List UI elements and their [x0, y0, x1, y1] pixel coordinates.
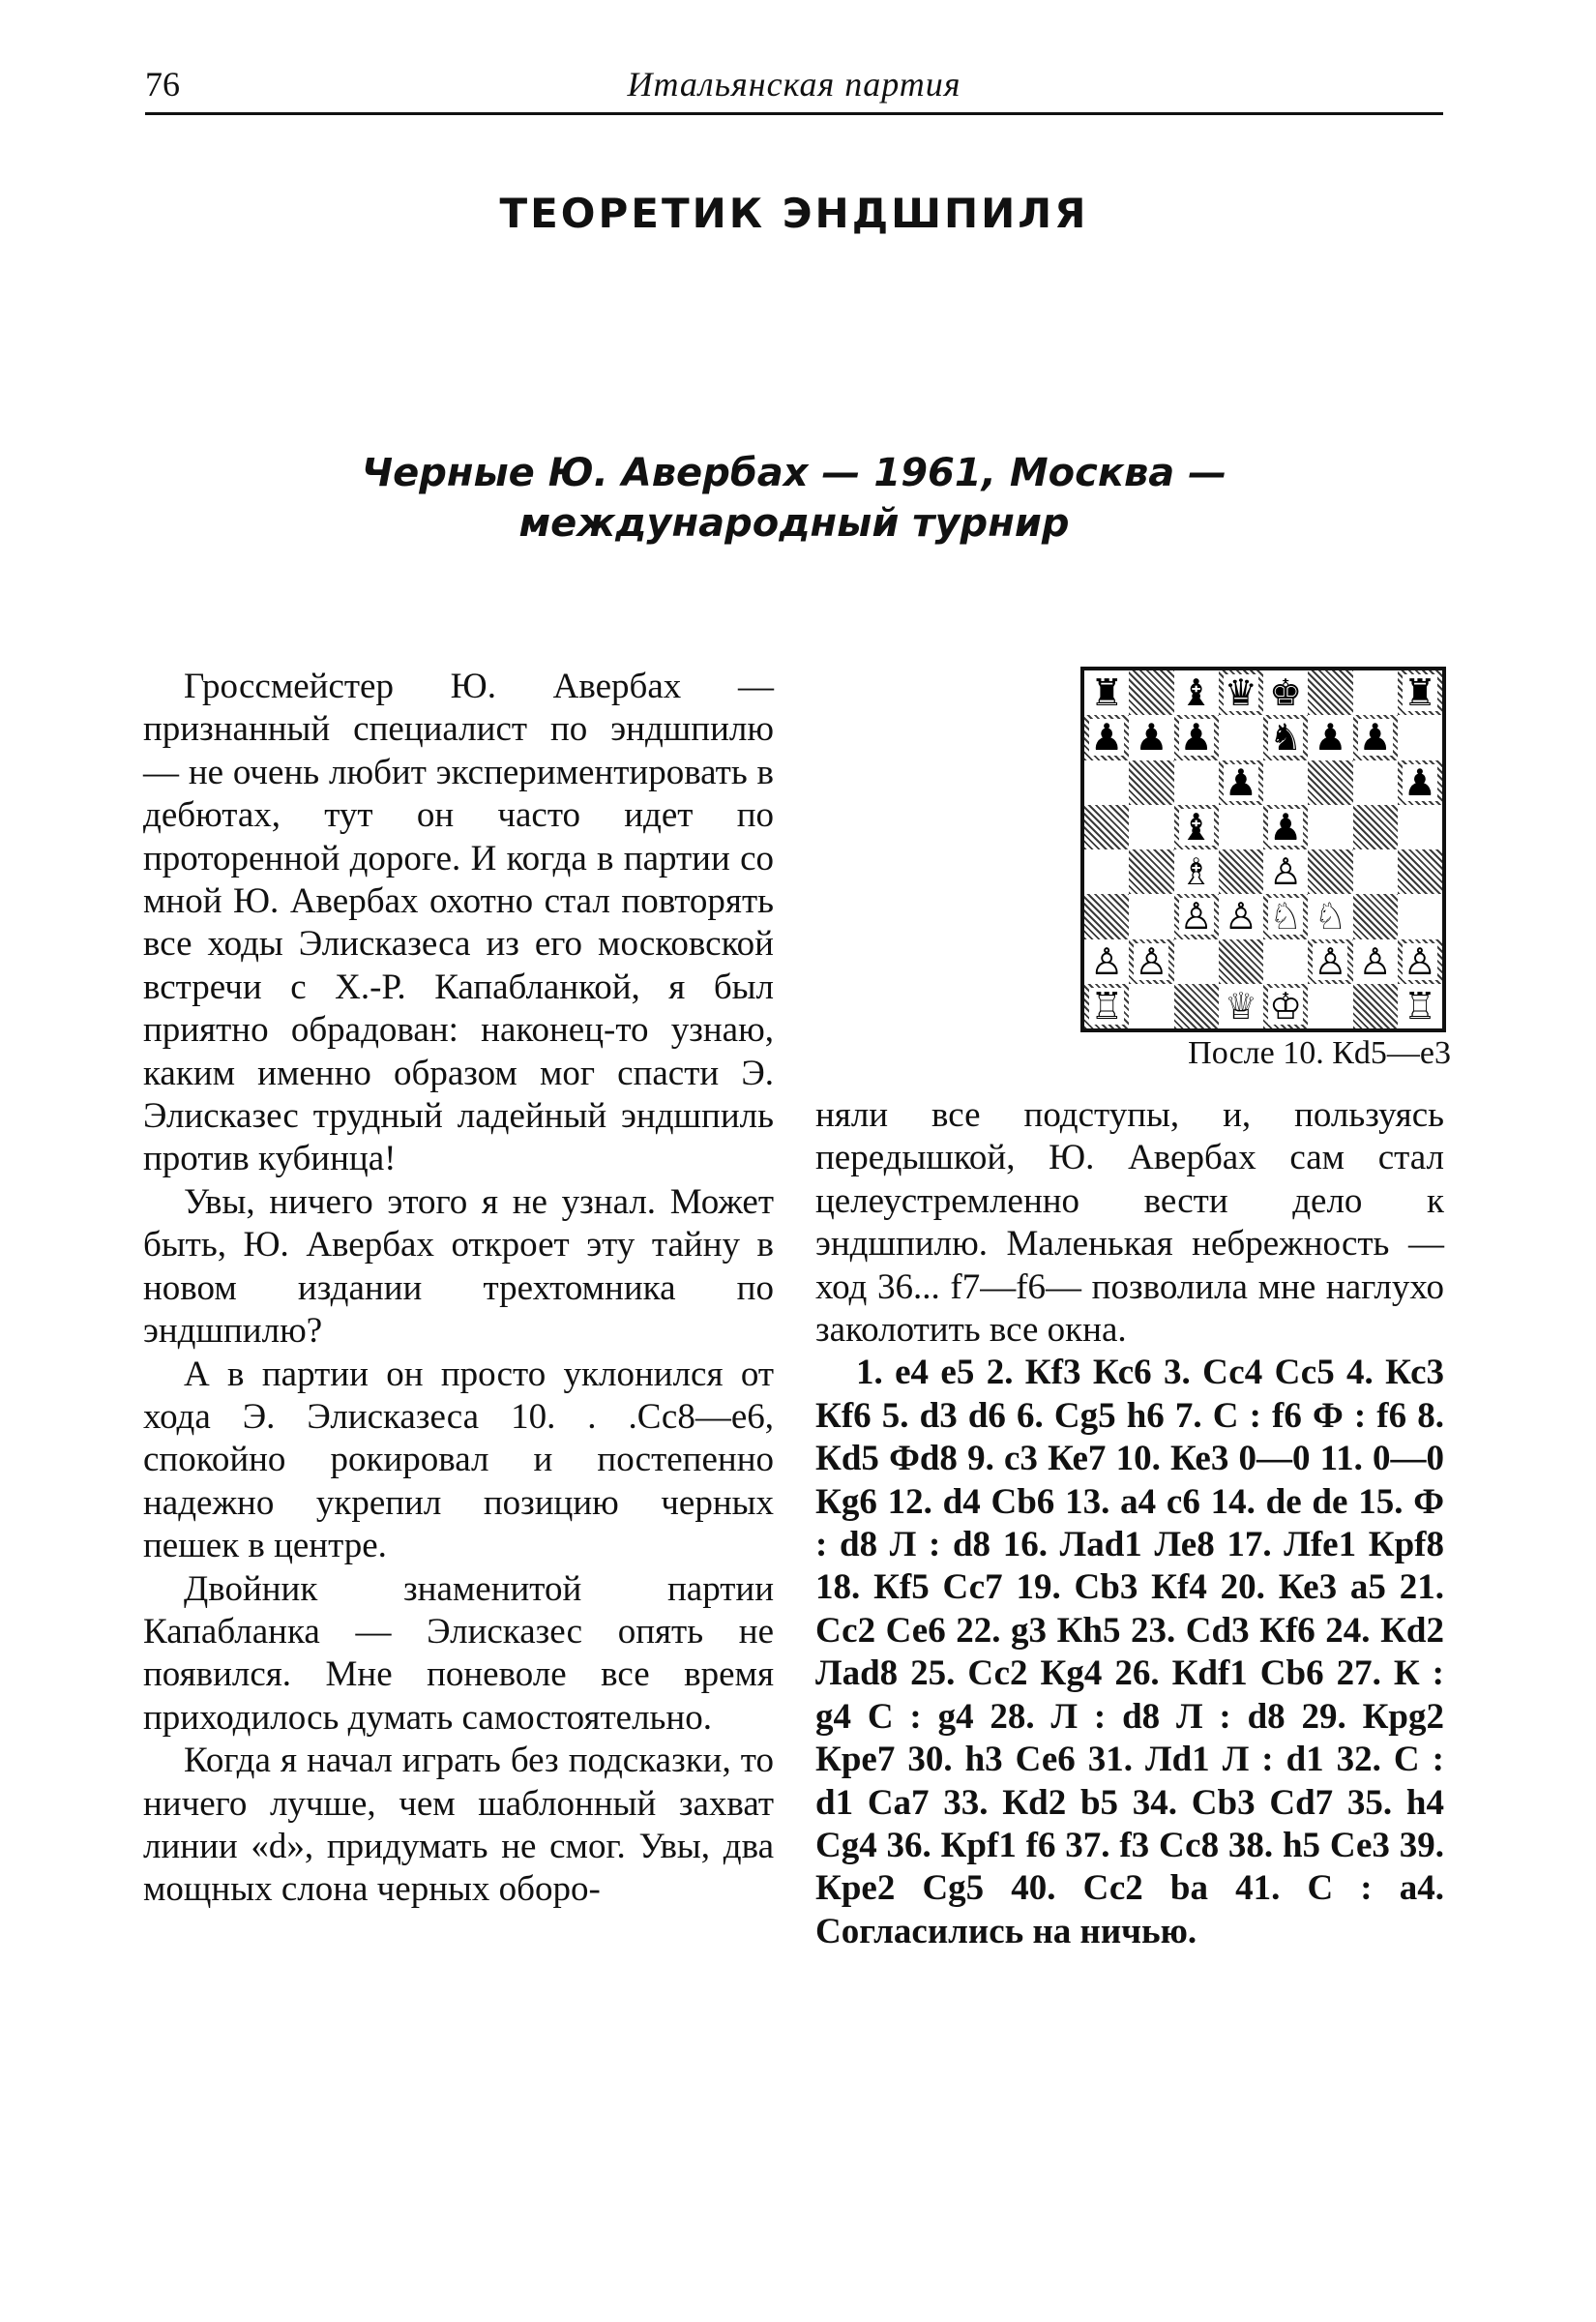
square-c2 [1174, 939, 1219, 984]
square-d2 [1219, 939, 1263, 984]
game-heading-line-2: международный турнир [518, 501, 1070, 546]
chess-piece-icon: ♟ [1224, 760, 1257, 804]
square-f5 [1308, 805, 1352, 849]
square-d3 [1219, 894, 1263, 938]
chess-piece-icon: ♙ [1135, 939, 1168, 983]
square-d7 [1219, 715, 1263, 759]
chess-piece-icon: ♛ [1224, 671, 1257, 715]
square-a1 [1084, 984, 1129, 1028]
square-e1 [1263, 984, 1308, 1028]
chess-piece-icon: ♟ [1358, 716, 1392, 759]
square-e3 [1263, 894, 1308, 938]
chess-piece-icon: ♟ [1090, 716, 1124, 759]
square-g2 [1353, 939, 1398, 984]
square-f7 [1308, 715, 1352, 759]
chess-piece-icon: ♘ [1269, 895, 1303, 938]
square-b8 [1129, 670, 1173, 715]
square-h6 [1398, 760, 1442, 805]
game-heading [145, 448, 1443, 549]
square-d8 [1219, 670, 1263, 715]
chess-piece-icon: ♝ [1179, 805, 1213, 848]
square-f1 [1308, 984, 1352, 1028]
paragraph: Двойник знаменитой партии Капабланка — Элисказес опять не появился. Мне поневоле все время приходилось думать самостоятельно. [143, 1568, 774, 1738]
page-number: 76 [145, 65, 180, 104]
square-b2 [1129, 939, 1173, 984]
square-h8 [1398, 670, 1442, 715]
paragraph: Когда я начал играть без подсказки, то ничего лучше, чем шаблонный захват линии «d», придумать не смог. Увы, два мощных слона черных оборо- [143, 1741, 774, 1910]
chess-piece-icon: ♙ [1403, 939, 1436, 983]
game-moves: 1. е4 е5 2. Кf3 Кс6 3. Сс4 Сс5 4. Кс3 Кf6 5. d3 d6 6. Сg5 h6 7. С : f6 Ф : f6 8. Кd5 Фd8 9. с3 Ке7 10. Ке3 0—0 11. 0—0 Кg6 12. d4 Сb6 13. а4 с6 14. de de 15. Ф : d8 Л : d8 16. Лad1 Ле8 17. Лfe1 Кpf8 18. Кf5 Сс7 19. Сb3 Кf4 20. Ке3 а5 21. Сс2 Се6 22. g3 Кh5 23. Сd3 Кf6 24. Кd2 Лad8 25. Сс2 Кg4 26. Кdf1 Сb6 27. К : g4 С : g4 28. Л : d8 Л : d8 29. Кpg2 Кре7 30. h3 Се6 31. Лd1 Л : d1 32. С : d1 Са7 33. Кd2 b5 34. Сb3 Сd7 35. h4 Сg4 36. Кpf1 f6 37. f3 Сс8 38. h5 Се3 39. Кре2 Сg5 40. Сс2 bа 41. С : а4. Согласились на ничью. [815, 1353, 1444, 1951]
square-e6 [1263, 760, 1308, 805]
square-g8 [1353, 670, 1398, 715]
chess-piece-icon: ♙ [1358, 939, 1392, 983]
chess-piece-icon: ♖ [1090, 984, 1124, 1027]
square-c4 [1174, 849, 1219, 894]
square-e8 [1263, 670, 1308, 715]
chess-piece-icon: ♜ [1403, 671, 1436, 715]
square-g6 [1353, 760, 1398, 805]
chess-piece-icon: ♟ [1179, 716, 1213, 759]
square-b5 [1129, 805, 1173, 849]
paragraph: Гроссмейстер Ю. Авербах — признанный специалист по эндшпилю — не очень любит экспериментировать в дебютах, тут он часто идет по проторенной дороге. И когда в партии со мной Ю. Авербах охотно стал повторять все ходы Элисказеса из его московской встречи с Х.-Р. Капабланкой, я был приятно обрадован: наконец-то узнаю, каким именно образом мог спасти Э. Элисказес трудный ладейный эндшпиль против кубинца! [143, 667, 774, 1179]
square-d5 [1219, 805, 1263, 849]
right-column-text [815, 1094, 1444, 1953]
paragraph: Увы, ничего этого я не узнал. Может быть, Ю. Авербах откроет эту тайну в новом издании трехтомника по эндшпилю? [143, 1181, 774, 1352]
square-a6 [1084, 760, 1129, 805]
chess-piece-icon: ♟ [1314, 716, 1347, 759]
game-heading-line-1: Черные Ю. Авербах — 1961, Москва — [361, 451, 1227, 495]
diagram-caption: После 10. Кd5—е3 [1188, 1035, 1451, 1071]
square-a7 [1084, 715, 1129, 759]
square-f2 [1308, 939, 1352, 984]
square-g4 [1353, 849, 1398, 894]
square-h4 [1398, 849, 1442, 894]
chess-piece-icon: ♟ [1403, 760, 1436, 804]
square-c1 [1174, 984, 1219, 1028]
square-b4 [1129, 849, 1173, 894]
square-h2 [1398, 939, 1442, 984]
square-e4 [1263, 849, 1308, 894]
square-a8 [1084, 670, 1129, 715]
square-h1 [1398, 984, 1442, 1028]
square-e5 [1263, 805, 1308, 849]
square-c8 [1174, 670, 1219, 715]
square-a3 [1084, 894, 1129, 938]
running-title: Итальянская партия [627, 65, 961, 104]
chess-piece-icon: ♙ [1179, 895, 1213, 938]
left-column-text [143, 666, 774, 1912]
chess-piece-icon: ♙ [1269, 850, 1303, 894]
chess-piece-icon: ♘ [1314, 895, 1347, 938]
square-d6 [1219, 760, 1263, 805]
square-h3 [1398, 894, 1442, 938]
square-b6 [1129, 760, 1173, 805]
chess-piece-icon: ♖ [1403, 984, 1436, 1027]
chess-piece-icon: ♕ [1224, 984, 1257, 1027]
square-f8 [1308, 670, 1352, 715]
chess-piece-icon: ♝ [1179, 671, 1213, 715]
chapter-title: ТЕОРЕТИК ЭНДШПИЛЯ [499, 190, 1089, 237]
square-e7 [1263, 715, 1308, 759]
header-rule [145, 112, 1443, 115]
square-c7 [1174, 715, 1219, 759]
chess-piece-icon: ♙ [1090, 939, 1124, 983]
square-d1 [1219, 984, 1263, 1028]
square-b3 [1129, 894, 1173, 938]
square-b1 [1129, 984, 1173, 1028]
square-g5 [1353, 805, 1398, 849]
page-header [145, 56, 1443, 114]
paragraph-continuation: няли все подступы, и, пользуясь передышкой, Ю. Авербах сам стал целеустремленно вести дело к эндшпилю. Маленькая небрежность — ход 36... f7—f6— позволила мне наглухо заколотить все окна. [815, 1095, 1444, 1351]
square-h5 [1398, 805, 1442, 849]
chess-piece-icon: ♚ [1269, 671, 1303, 715]
square-e2 [1263, 939, 1308, 984]
square-c3 [1174, 894, 1219, 938]
chess-piece-icon: ♟ [1269, 805, 1303, 848]
chess-piece-icon: ♞ [1269, 716, 1303, 759]
square-a4 [1084, 849, 1129, 894]
chess-piece-icon: ♟ [1135, 716, 1168, 759]
chess-piece-icon: ♙ [1224, 895, 1257, 938]
chess-piece-icon: ♔ [1269, 984, 1303, 1027]
paragraph: А в партии он просто уклонился от хода Э. Элисказеса 10. . .Сс8—е6, спокойно рокировал и постепенно надежно укрепил позицию черных пешек в центре. [143, 1354, 774, 1566]
chess-piece-icon: ♗ [1179, 850, 1213, 894]
square-g7 [1353, 715, 1398, 759]
chess-piece-icon: ♙ [1314, 939, 1347, 983]
square-c6 [1174, 760, 1219, 805]
square-a2 [1084, 939, 1129, 984]
square-f3 [1308, 894, 1352, 938]
square-c5 [1174, 805, 1219, 849]
chess-piece-icon: ♜ [1090, 671, 1124, 715]
square-g3 [1353, 894, 1398, 938]
square-g1 [1353, 984, 1398, 1028]
chess-diagram [1080, 667, 1446, 1032]
square-f4 [1308, 849, 1352, 894]
chess-board [1080, 667, 1446, 1032]
square-d4 [1219, 849, 1263, 894]
square-b7 [1129, 715, 1173, 759]
square-f6 [1308, 760, 1352, 805]
square-h7 [1398, 715, 1442, 759]
square-a5 [1084, 805, 1129, 849]
